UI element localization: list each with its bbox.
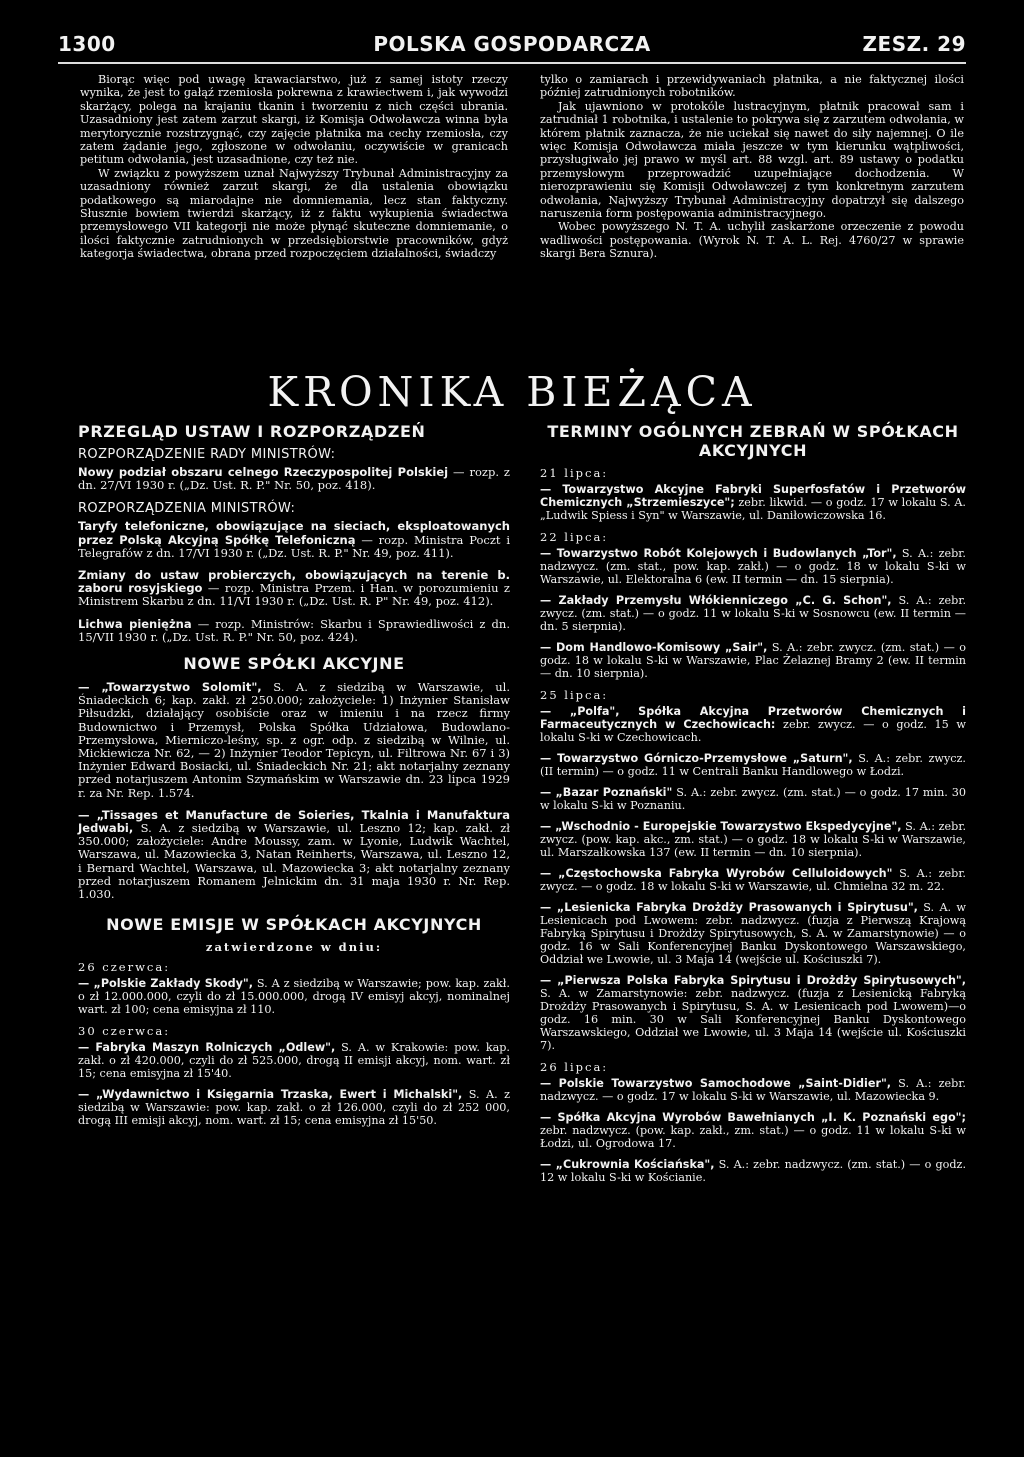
subheading: ROZPORZĄDZENIA MINISTRÓW:: [78, 501, 296, 517]
section-heading: TERMINY OGÓLNYCH ZEBRAŃ W SPÓŁKACH AKCYJNYCH: [547, 422, 959, 460]
meeting-entry: — „Cukrownia Kościańska", S. A.: zebr. nadzwycz. (zm. stat.) — o godz. 12 w lokalu S-ki w Kościanie.: [540, 1158, 966, 1184]
section-heading: PRZEGLĄD USTAW I ROZPORZĄDZEŃ: [78, 422, 426, 441]
section-heading: NOWE EMISJE W SPÓŁKACH AKCYJNYCH: [106, 915, 482, 935]
meeting-entry: — Dom Handlowo-Komisowy „Sair", S. A.: zebr. zwycz. (zm. stat.) — o godz. 18 w lokalu S-ki w Warszawie, Plac Żelaznej Bramy 2 (ew. II termin — dn. 10 sierpnia).: [540, 641, 966, 680]
meeting-entry: — „Wschodnio - Europejskie Towarzystwo Ekspedycyjne", S. A.: zebr. zwycz. (pow. kap. akc., zm. stat.) — o godz. 18 w lokalu S-ki w Warszawie, ul. Marszałkowska 137 (ew. II termin — dn. 10 sierpnia).: [540, 820, 966, 859]
paragraph: Biorąc więc pod uwagę krawaciarstwo, już z samej istoty rzeczy wynika, że jest to gałąź rzemiosła pokrewna z krawiectwem i, jak wywodzi skarżący, polega na krajaniu tkanin i tworzeniu z nich części ubrania. Uzasadniony jest zatem zarzut skargi, iż Komisja Odwoławcza winna była merytorycznie rozstrzygnąć, czy zajęcie płatnika ma cechy rzemiosła, czy zatem żądanie jego, zgłoszone w odwołaniu, oczywiście w granicach petitum odwołania, jest uzasadnione, czy też nie.: [80, 73, 508, 167]
meeting-entry: — „Lesienicka Fabryka Drożdży Prasowanych i Spirytusu", S. A. w Lesienicach pod Lwowem: zebr. nadzwycz. (fuzja z Pierwszą Krajową Fabryką Spirytusu i Drożdży Spirytusowych, S. A. w Zamarstynowie) — o godz. 16 w Sali Konferencyjnej Banku Dyskontowego Warszawskiego, Oddział we Lwowie, ul. 3 Maja 14 (wejście ul. Kościuszki 7).: [540, 901, 967, 966]
page-header: [58, 28, 966, 66]
date-label: 25 lipca:: [540, 688, 609, 702]
law-entry: Zmiany do ustaw probierczych, obowiązujących na terenie b. zaboru rosyjskiego — rozp. Ministra Przem. i Han. w porozumieniu z Ministrem Skarbu z dn. 11/VI 1930 r. („Dz. Ust. R. P" Nr. 49, poz. 412).: [78, 568, 510, 609]
issue-entry: — „Polskie Zakłady Skody", S. A z siedzibą w Warszawie; pow. kap. zakł. o zł 12.000.000, czyli do zł 15.000.000, drogą IV emisyj akcyj, nominalnej wart. zł 100; cena emisyjna zł 110.: [78, 977, 510, 1017]
meeting-entry: — Towarzystwo Akcyjne Fabryki Superfosfatów i Przetworów Chemicznych „Strzemieszyce"; zebr. likwid. — o godz. 17 w lokalu S. A. „Ludwik Spiess i Syn" w Warszawie, ul. Daniłowiczowska 16.: [540, 483, 966, 522]
meeting-entry: — Polskie Towarzystwo Samochodowe „Saint-Didier", S. A.: zebr. nadzwycz. — o godz. 17 w lokalu S-ki w Warszawie, ul. Mazowiecka 9.: [540, 1077, 966, 1103]
date-label: 30 czerwca:: [78, 1024, 171, 1039]
meeting-entry: — „Bazar Poznański" S. A.: zebr. zwycz. (zm. stat.) — o godz. 17 min. 30 w lokalu S-ki w Poznaniu.: [540, 786, 966, 812]
page-number: 1300: [58, 32, 116, 56]
meeting-entry: — Spółka Akcyjna Wyrobów Bawełnianych „I. K. Poznański ego"; zebr. nadzwycz. (pow. kap. zakł., zm. stat.) — o godz. 11 w lokalu S-ki w Łodzi, ul. Ogrodowa 17.: [540, 1111, 966, 1150]
issue-entry: — Fabryka Maszyn Rolniczych „Odlew", S. A. w Krakowie: pow. kap. zakł. o zł 420.000, czyli do zł 525.000, drogą II emisji akcyj, nom. wart. zł 15; cena emisyjna zł 15'40.: [78, 1041, 510, 1081]
right-column: [540, 422, 966, 1192]
top-left-column: [80, 73, 508, 261]
header-rule: [58, 62, 966, 64]
meeting-entry: — „Pierwsza Polska Fabryka Spirytusu i Drożdży Spirytusowych", S. A. w Zamarstynowie: zebr. nadzwycz. (fuzja z Lesienicką Fabryką Drożdży Prasowanych i Spirytusu, S. A. w Lesienicach pod Lwowem)—o godz. 16 min. 30 w Sali Konferencyjnej Banku Dyskontowego Warszawskiego, Oddział we Lwowie, ul. 3 Maja 14 (wejście ul. Kościuszki 7).: [540, 974, 966, 1052]
issue-entry: — „Wydawnictwo i Księgarnia Trzaska, Ewert i Michalski", S. A. z siedzibą w Warszawie: pow. kap. zakł. o zł 126.000, czyli do zł 252 000, drogą III emisji akcyj, nom. wart. zł 15; cena emisyjna zł 15'50.: [78, 1088, 510, 1128]
kronika-title: KRONIKA BIEŻĄCA: [267, 368, 757, 416]
meeting-entry: — Towarzystwo Robót Kolejowych i Budowlanych „Tor", S. A.: zebr. nadzwycz. (zm. stat., pow. kap. zakł.) — o godz. 18 w lokalu S-ki w Warszawie, ul. Elektoralna 6 (ew. II termin — dn. 15 sierpnia).: [540, 547, 966, 586]
journal-title: POLSKA GOSPODARCZA: [373, 32, 651, 56]
company-entry: — „Tissages et Manufacture de Soieries, Tkalnia i Manufaktura Jedwabi, S. A. z siedzibą w Warszawie, ul. Leszno 12; kap. zakł. zł 350.000; założyciele: Andre Moussy, zam. w Lyonie, Ludwik Wachtel, Warszawa, ul. Mazowiecka 3, Natan Reinherts, Warszawa, ul. Leszno 12, i Bernard Wachtel, Warszawa, ul. Mazowiecka 3; akt notarjalny zeznany przed notarjuszem Romanem Jelnickim dn. 31 maja 1930 r. Nr. Rep. 1.030.: [78, 807, 510, 902]
paragraph: tylko o zamiarach i przewidywaniach płatnika, a nie faktycznej ilości później zatrudnionych robotników.: [540, 73, 964, 100]
date-label: 21 lipca:: [540, 466, 609, 480]
section-heading: NOWE SPÓŁKI AKCYJNE: [183, 654, 405, 674]
issue-number: ZESZ. 29: [862, 32, 966, 56]
paragraph: W związku z powyższem uznał Najwyższy Trybunał Administracyjny za uzasadniony również zarzut skargi, że dla ustalenia obowiązku podatkowego są miarodajne nie domniemania, lecz stan faktyczny. Słusznie bowiem twierdzi skarżący, iż z faktu wykupienia świadectwa przemysłowego VII kategorji nie może płynąć skuteczne domniemanie, o ilości faktycznie zatrudnionych w przedsiębiorstwie pracowników, gdyż kategorja świadectwa, obrana przed rozpoczęciem działalności, świadczy: [80, 166, 508, 261]
subheading: ROZPORZĄDZENIE RADY MINISTRÓW:: [78, 447, 336, 462]
meeting-entry: — Towarzystwo Górniczo-Przemysłowe „Saturn", S. A.: zebr. zwycz. (II termin) — o godz. 11 w Centrali Banku Handlowego w Łodzi.: [540, 752, 966, 778]
company-entry: — „Towarzystwo Solomit", S. A. z siedzibą w Warszawie, ul. Śniadeckich 6; kap. zakł. zł 250.000; założyciele: 1) Inżynier Stanisław Piłsudzki, działający osobiście oraz w imieniu i na rzecz firmy Budownictwo i Przemysł, Polska Spółka Udziałowa, Budowlano-Przemysłowa, Mierniczo-leśny, sp. z ogr. odp. z siedzibą w Wilnie, ul. Mickiewicza Nr. 62, — 2) Inżynier Teodor Tepicyn, ul. Filtrowa Nr. 67 i 3) Inżynier Edward Bosiacki, ul. Śniadeckich Nr. 21; akt notarjalny zeznany przed notarjuszem Antonim Szymańskim w Warszawie dn. 23 lipca 1929 r. za Nr. Rep. 1.574.: [78, 680, 510, 800]
date-label: 26 czerwca:: [78, 960, 171, 975]
subheading: zatwierdzone w dniu:: [205, 940, 383, 955]
law-entry: Nowy podział obszaru celnego Rzeczypospolitej Polskiej — rozp. z dn. 27/VI 1930 r. („Dz. Ust. R. P." Nr. 50, poz. 418).: [78, 465, 510, 493]
date-label: 26 lipca:: [540, 1060, 609, 1074]
left-column: [78, 422, 510, 1135]
law-entry: Lichwa pieniężna — rozp. Ministrów: Skarbu i Sprawiedliwości z dn. 15/VII 1930 r. („Dz. Ust. R. P." Nr. 50, poz. 424).: [78, 616, 510, 644]
meeting-entry: — Zakłady Przemysłu Włókienniczego „C. G. Schon", S. A.: zebr. zwycz. (zm. stat.) — o godz. 11 w lokalu S-ki w Sosnowcu (ew. II termin — dn. 5 sierpnia).: [540, 594, 967, 633]
paragraph: Jak ujawniono w protokóle lustracyjnym, płatnik pracował sam i zatrudniał 1 robotnika, i ustalenie to pokrywa się z zarzutem odwołania, w którem płatnik zaznacza, że nie uciekał się nawet do siły najemnej. O ile więc Komisja Odwoławcza miała jeszcze w tym kierunku wątpliwości, przysługiwało jej prawo w myśl art. 88 wzgl. art. 89 ustawy o podatku przemysłowym przeprowadzić uzupełniające dochodzenia. W nierozprawieniu się Komisji Odwoławczej z tym konkretnym zarzutem odwołania, Najwyższy Trybunał Administracyjny dopatrzył się dalszego naruszenia form postępowania administracyjnego.: [540, 99, 964, 221]
top-right-column: [540, 73, 964, 261]
date-label: 22 lipca:: [540, 530, 609, 544]
meeting-entry: — „Polfa", Spółka Akcyjna Przetworów Chemicznych i Farmaceutycznych w Czechowicach: zebr. zwycz. — o godz. 15 w lokalu S-ki w Czechowicach.: [540, 705, 967, 744]
paragraph: Wobec powyższego N. T. A. uchylił zaskarżone orzeczenie z powodu wadliwości postępowania. (Wyrok N. T. A. L. Rej. 4760/27 w sprawie skargi Bera Sznura).: [540, 220, 964, 261]
law-entry: Taryfy telefoniczne, obowiązujące na sieciach, eksploatowanych przez Polską Akcyjną Spółkę Telefoniczną — rozp. Ministra Poczt i Telegrafów z dn. 17/VI 1930 r. („Dz. Ust. R. P." Nr. 49, poz. 411).: [78, 519, 511, 560]
meeting-entry: — „Częstochowska Fabryka Wyrobów Celluloidowych" S. A.: zebr. zwycz. — o godz. 18 w lokalu S-ki w Warszawie, ul. Chmielna 32 m. 22.: [540, 867, 966, 893]
